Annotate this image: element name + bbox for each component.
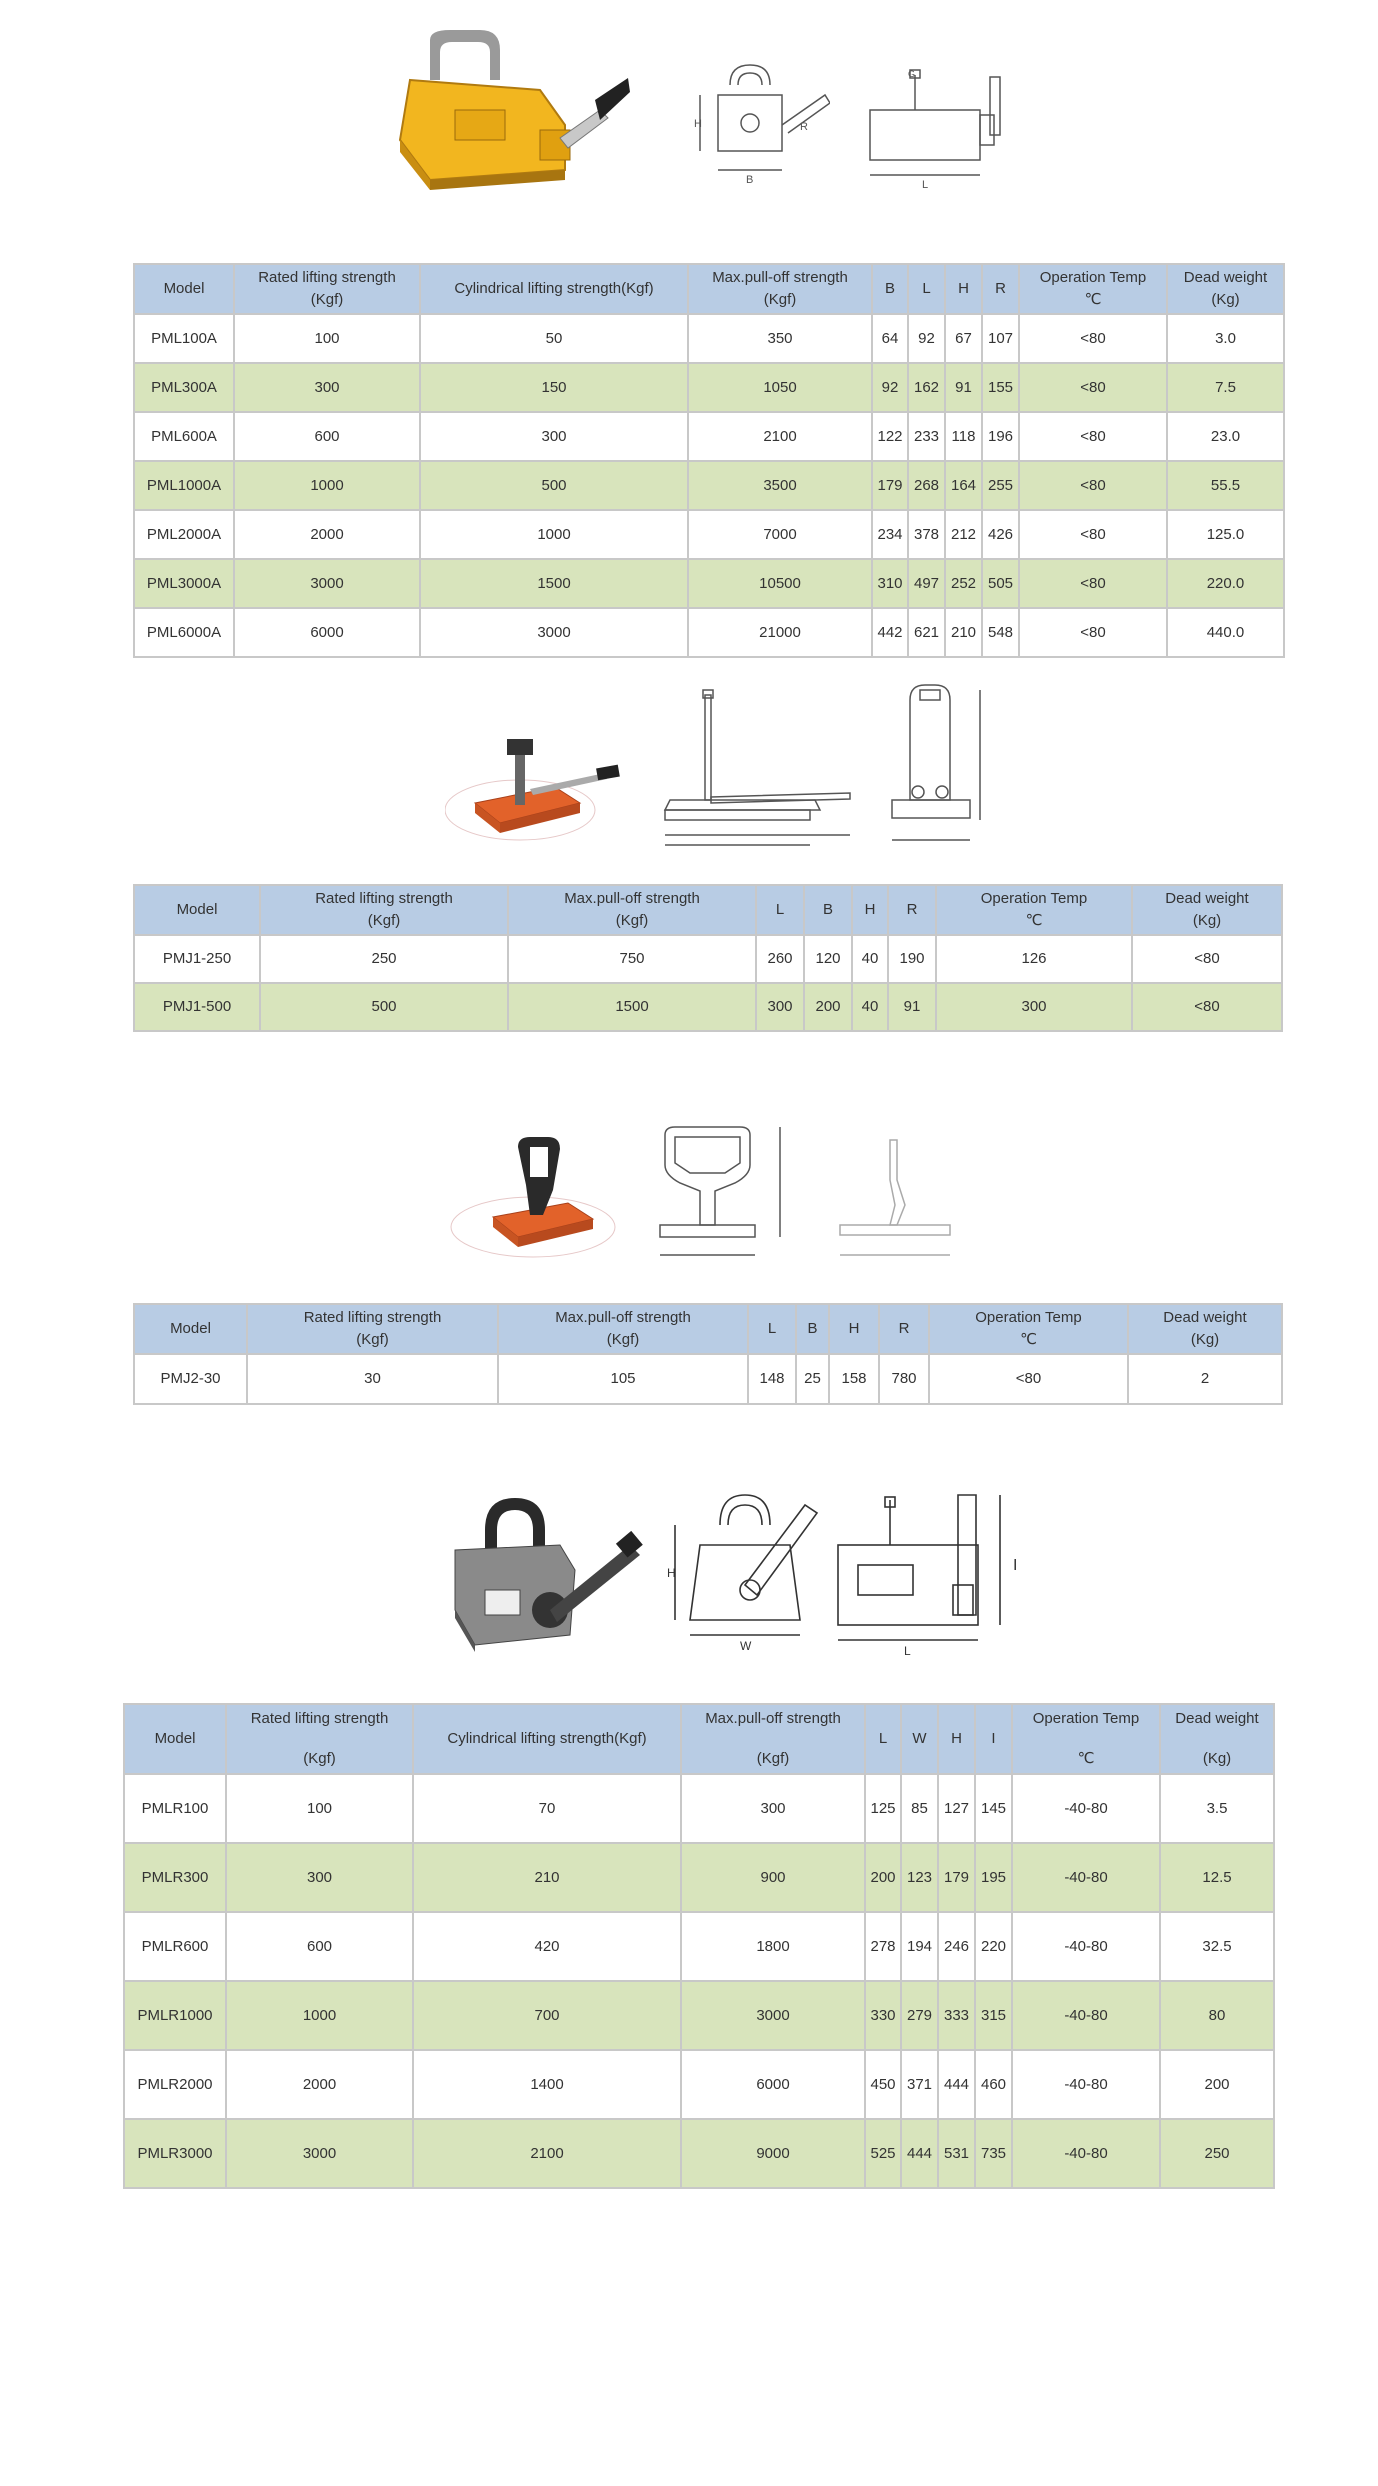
table-cell: 195 [975, 1843, 1012, 1912]
header-label: H [848, 1320, 860, 1337]
header-l [756, 885, 804, 935]
header-label: Max.pull-off strength [705, 1710, 841, 1727]
table-cell: 2000 [234, 510, 420, 559]
header-model [134, 885, 260, 935]
table-cell: 200 [1160, 2050, 1274, 2119]
table-cell: 750 [508, 935, 756, 983]
header-label: B [884, 280, 895, 297]
table-header-row [124, 1704, 1274, 1774]
table-cell: 3500 [688, 461, 872, 510]
header-label: Cylindrical lifting strength(Kgf) [447, 1730, 647, 1747]
header-label: Model [170, 1320, 211, 1337]
table-cell: 210 [413, 1843, 681, 1912]
header-r [982, 264, 1019, 314]
table-header-row [134, 1304, 1282, 1354]
header-b [872, 264, 908, 314]
pmj2-front-drawing [655, 1125, 795, 1275]
table-cell: 2100 [413, 2119, 681, 2188]
header-label: Model [154, 1730, 196, 1747]
table-cell: 127 [938, 1774, 975, 1843]
dim-label-h: H [667, 1566, 676, 1580]
pmlr-lifter-photo [445, 1490, 645, 1655]
table-cell: <80 [1019, 559, 1167, 608]
header-optemp [929, 1304, 1128, 1354]
table-cell: 6000 [681, 2050, 865, 2119]
table-cell: 350 [688, 314, 872, 363]
table-cell: 3.0 [1167, 314, 1284, 363]
pmj1-front-drawing [880, 680, 1000, 860]
pmlr-front-drawing [665, 1485, 835, 1660]
dim-label-h: H [694, 118, 702, 130]
table-row [134, 608, 1284, 657]
header-maxpull [508, 885, 756, 935]
pmj1-side-drawing [655, 685, 855, 855]
header-label: (Kgf) [615, 912, 649, 929]
table-cell: 233 [908, 412, 945, 461]
table-row [134, 1354, 1282, 1404]
header-b [796, 1304, 829, 1354]
table-cell: 300 [681, 1774, 865, 1843]
table-cell: 252 [945, 559, 982, 608]
table-cell: 200 [804, 983, 852, 1031]
table-cell: 64 [872, 314, 908, 363]
header-label: (Kg) [1192, 912, 1222, 929]
header-maxpull [688, 264, 872, 314]
header-label: Operation Temp [980, 890, 1088, 907]
header-label: (Kg) [1202, 1750, 1232, 1767]
table-cell: -40-80 [1012, 2119, 1160, 2188]
table-cell: 548 [982, 608, 1019, 657]
header-deadweight [1128, 1304, 1282, 1354]
header-label: I [991, 1730, 996, 1747]
header-rated [247, 1304, 498, 1354]
pml-spec-table [133, 263, 1285, 658]
header-label: L [775, 901, 785, 918]
table-cell: 444 [938, 2050, 975, 2119]
table-cell: PMJ1-250 [134, 935, 260, 983]
table-cell: -40-80 [1012, 1981, 1160, 2050]
table-cell: 105 [498, 1354, 748, 1404]
header-label: Operation Temp [975, 1309, 1082, 1326]
table-cell: 120 [804, 935, 852, 983]
table-cell: 80 [1160, 1981, 1274, 2050]
table-cell: 234 [872, 510, 908, 559]
table-cell: <80 [1019, 314, 1167, 363]
table-cell: -40-80 [1012, 1843, 1160, 1912]
header-l [748, 1304, 796, 1354]
table-cell: 150 [420, 363, 688, 412]
table-cell: 158 [829, 1354, 879, 1404]
table-cell: 194 [901, 1912, 938, 1981]
dim-label-l: L [904, 1644, 911, 1658]
table-cell: 250 [260, 935, 508, 983]
pmj2-lifter-photo [448, 1135, 618, 1260]
table-cell: 118 [945, 412, 982, 461]
header-label: L [767, 1320, 777, 1337]
table-cell: 200 [865, 1843, 901, 1912]
table-cell: <80 [1019, 608, 1167, 657]
table-cell: 460 [975, 2050, 1012, 2119]
table-cell: 1050 [688, 363, 872, 412]
header-deadweight [1160, 1704, 1274, 1774]
header-label: (Kgf) [763, 291, 797, 308]
table-cell: 7.5 [1167, 363, 1284, 412]
pmj2-side-drawing [835, 1130, 965, 1270]
table-cell: 30 [247, 1354, 498, 1404]
header-label: (Kgf) [606, 1331, 640, 1348]
table-cell: PMLR3000 [124, 2119, 226, 2188]
table-cell: 333 [938, 1981, 975, 2050]
table-cell: 279 [901, 1981, 938, 2050]
table-cell: 3000 [226, 2119, 413, 2188]
table-cell: 621 [908, 608, 945, 657]
table-cell: 220.0 [1167, 559, 1284, 608]
table-cell: 1800 [681, 1912, 865, 1981]
table-cell: 371 [901, 2050, 938, 2119]
header-rated [260, 885, 508, 935]
header-deadweight [1167, 264, 1284, 314]
header-label: ℃ [1084, 291, 1102, 308]
table-cell: 85 [901, 1774, 938, 1843]
table-cell: 250 [1160, 2119, 1274, 2188]
table-cell: 220 [975, 1912, 1012, 1981]
table-row [124, 1981, 1274, 2050]
table-cell: 700 [413, 1981, 681, 2050]
table-cell: 300 [420, 412, 688, 461]
table-cell: 300 [756, 983, 804, 1031]
header-label: Dead weight [1163, 1309, 1247, 1326]
header-label: Dead weight [1183, 269, 1268, 286]
table-cell: <80 [929, 1354, 1128, 1404]
table-cell: 123 [901, 1843, 938, 1912]
table-cell: 6000 [234, 608, 420, 657]
header-h [829, 1304, 879, 1354]
header-label: (Kgf) [356, 1331, 389, 1348]
table-cell: PMLR100 [124, 1774, 226, 1843]
header-label: B [807, 1320, 818, 1337]
header-r [888, 885, 936, 935]
table-cell: PML6000A [134, 608, 234, 657]
header-label: (Kgf) [756, 1750, 790, 1767]
table-header-row [134, 885, 1282, 935]
table-cell: 210 [945, 608, 982, 657]
table-cell: <80 [1019, 363, 1167, 412]
table-cell: 3000 [234, 559, 420, 608]
header-label: Operation Temp [1032, 1710, 1140, 1727]
table-cell: 500 [420, 461, 688, 510]
header-label: Rated lifting strength [303, 1309, 442, 1326]
table-cell: 600 [234, 412, 420, 461]
table-cell: <80 [1019, 510, 1167, 559]
table-cell: 55.5 [1167, 461, 1284, 510]
table-cell: 505 [982, 559, 1019, 608]
table-cell: <80 [1019, 412, 1167, 461]
table-cell: 450 [865, 2050, 901, 2119]
table-cell: 100 [226, 1774, 413, 1843]
table-row [134, 363, 1284, 412]
table-cell: 1000 [420, 510, 688, 559]
dim-label-r: R [800, 121, 808, 133]
table-cell: 2100 [688, 412, 872, 461]
table-cell: PML2000A [134, 510, 234, 559]
table-row [124, 1843, 1274, 1912]
table-cell: 196 [982, 412, 1019, 461]
header-label: B [822, 901, 833, 918]
table-cell: 91 [945, 363, 982, 412]
header-w [901, 1704, 938, 1774]
table-row [134, 935, 1282, 983]
pmj1-lifter-photo [445, 725, 620, 845]
table-cell: 444 [901, 2119, 938, 2188]
header-label: ℃ [1025, 912, 1043, 929]
table-cell: 1000 [234, 461, 420, 510]
table-cell: 23.0 [1167, 412, 1284, 461]
table-row [124, 2050, 1274, 2119]
table-cell: 2000 [226, 2050, 413, 2119]
table-cell: 900 [681, 1843, 865, 1912]
table-cell: PML1000A [134, 461, 234, 510]
table-cell: 500 [260, 983, 508, 1031]
dim-label-g: G [908, 69, 916, 79]
table-cell: -40-80 [1012, 2050, 1160, 2119]
table-cell: 7000 [688, 510, 872, 559]
table-cell: 148 [748, 1354, 796, 1404]
header-label: R [995, 280, 1006, 297]
pmlr-spec-table [123, 1703, 1275, 2189]
header-label: Model [176, 901, 218, 918]
table-cell: 212 [945, 510, 982, 559]
table-row [134, 412, 1284, 461]
header-h [945, 264, 982, 314]
dim-label-b: B [746, 174, 754, 186]
header-label: (Kg) [1211, 291, 1240, 308]
header-i [975, 1704, 1012, 1774]
table-cell: 780 [879, 1354, 929, 1404]
table-cell: PML100A [134, 314, 234, 363]
table-cell: 330 [865, 1981, 901, 2050]
dim-label-w: W [740, 1639, 752, 1653]
table-row [134, 314, 1284, 363]
table-cell: 3000 [420, 608, 688, 657]
table-cell: -40-80 [1012, 1774, 1160, 1843]
table-cell: PMJ2-30 [134, 1354, 247, 1404]
table-cell: 426 [982, 510, 1019, 559]
table-cell: 21000 [688, 608, 872, 657]
header-l [865, 1704, 901, 1774]
header-label: R [898, 1320, 910, 1337]
table-cell: 162 [908, 363, 945, 412]
header-h [852, 885, 888, 935]
table-cell: 91 [888, 983, 936, 1031]
table-cell: 525 [865, 2119, 901, 2188]
table-cell: PML300A [134, 363, 234, 412]
header-r [879, 1304, 929, 1354]
table-cell: 278 [865, 1912, 901, 1981]
table-cell: -40-80 [1012, 1912, 1160, 1981]
pmlr-side-drawing [828, 1485, 1028, 1660]
table-cell: PMJ1-500 [134, 983, 260, 1031]
header-model [124, 1704, 226, 1774]
header-optemp [936, 885, 1132, 935]
table-cell: PMLR1000 [124, 1981, 226, 2050]
header-maxpull [498, 1304, 748, 1354]
table-cell: 1000 [226, 1981, 413, 2050]
table-cell: <80 [1132, 983, 1282, 1031]
table-cell: 255 [982, 461, 1019, 510]
header-label: L [922, 280, 931, 297]
table-row [124, 1774, 1274, 1843]
table-cell: 260 [756, 935, 804, 983]
header-label: (Kg) [1190, 1331, 1220, 1348]
table-cell: 125.0 [1167, 510, 1284, 559]
table-cell: 32.5 [1160, 1912, 1274, 1981]
table-cell: 420 [413, 1912, 681, 1981]
table-header-row [134, 264, 1284, 314]
dim-label-i: I [1013, 1557, 1018, 1574]
table-cell: 67 [945, 314, 982, 363]
header-cylindrical [413, 1704, 681, 1774]
table-row [124, 2119, 1274, 2188]
table-cell: 179 [872, 461, 908, 510]
header-label: (Kgf) [367, 912, 401, 929]
header-maxpull [681, 1704, 865, 1774]
table-cell: 164 [945, 461, 982, 510]
header-label: W [912, 1730, 927, 1747]
header-rated [226, 1704, 413, 1774]
header-cylindrical [420, 264, 688, 314]
table-cell: PMLR2000 [124, 2050, 226, 2119]
header-label: H [958, 280, 969, 297]
pmj2-spec-table [133, 1303, 1283, 1405]
table-cell: 155 [982, 363, 1019, 412]
table-cell: 300 [226, 1843, 413, 1912]
pml-lifter-photo [390, 30, 630, 200]
table-cell: 735 [975, 2119, 1012, 2188]
header-label: Max.pull-off strength [712, 269, 848, 286]
table-cell: 246 [938, 1912, 975, 1981]
table-cell: 315 [975, 1981, 1012, 2050]
table-row [124, 1912, 1274, 1981]
table-cell: 9000 [681, 2119, 865, 2188]
table-cell: 2 [1128, 1354, 1282, 1404]
header-label: R [906, 901, 918, 918]
table-cell: <80 [1132, 935, 1282, 983]
table-cell: 145 [975, 1774, 1012, 1843]
table-cell: 300 [234, 363, 420, 412]
header-label: Operation Temp [1039, 269, 1147, 286]
table-cell: 300 [936, 983, 1132, 1031]
table-cell: 378 [908, 510, 945, 559]
table-cell: <80 [1019, 461, 1167, 510]
header-model [134, 1304, 247, 1354]
table-cell: 3000 [681, 1981, 865, 2050]
header-label: H [951, 1730, 962, 1747]
dim-label-l: L [922, 179, 929, 190]
table-cell: 268 [908, 461, 945, 510]
table-cell: 190 [888, 935, 936, 983]
table-cell: 40 [852, 983, 888, 1031]
table-cell: 122 [872, 412, 908, 461]
header-label: Rated lifting strength [250, 1710, 389, 1727]
table-row [134, 559, 1284, 608]
header-label: Cylindrical lifting strength(Kgf) [454, 280, 654, 297]
header-model [134, 264, 234, 314]
table-cell: 50 [420, 314, 688, 363]
header-h [938, 1704, 975, 1774]
header-label: Model [163, 280, 205, 297]
pml-front-drawing [690, 55, 830, 190]
table-cell: 497 [908, 559, 945, 608]
header-label: (Kgf) [303, 1750, 336, 1767]
table-cell: 70 [413, 1774, 681, 1843]
table-cell: 92 [908, 314, 945, 363]
header-label: Dead weight [1175, 1710, 1259, 1727]
table-row [134, 461, 1284, 510]
header-label: Max.pull-off strength [564, 890, 700, 907]
header-optemp [1019, 264, 1167, 314]
table-cell: 600 [226, 1912, 413, 1981]
table-cell: 12.5 [1160, 1843, 1274, 1912]
pmj1-spec-table [133, 884, 1283, 1032]
table-cell: 310 [872, 559, 908, 608]
table-cell: 440.0 [1167, 608, 1284, 657]
table-cell: PMLR300 [124, 1843, 226, 1912]
header-label: H [864, 901, 876, 918]
header-rated [234, 264, 420, 314]
table-cell: 40 [852, 935, 888, 983]
header-label: ℃ [1020, 1331, 1037, 1348]
table-cell: 179 [938, 1843, 975, 1912]
table-row [134, 983, 1282, 1031]
header-l [908, 264, 945, 314]
header-label: L [878, 1730, 888, 1747]
table-cell: PML3000A [134, 559, 234, 608]
table-cell: 10500 [688, 559, 872, 608]
header-label: (Kgf) [310, 291, 344, 308]
header-label: Rated lifting strength [258, 269, 396, 286]
table-cell: 92 [872, 363, 908, 412]
table-cell: 1500 [420, 559, 688, 608]
header-label: ℃ [1077, 1750, 1095, 1767]
table-cell: PMLR600 [124, 1912, 226, 1981]
table-cell: 107 [982, 314, 1019, 363]
table-cell: 3.5 [1160, 1774, 1274, 1843]
header-deadweight [1132, 885, 1282, 935]
table-cell: 25 [796, 1354, 829, 1404]
table-cell: 100 [234, 314, 420, 363]
table-row [134, 510, 1284, 559]
table-cell: 442 [872, 608, 908, 657]
header-optemp [1012, 1704, 1160, 1774]
table-cell: 125 [865, 1774, 901, 1843]
pml-side-drawing [860, 65, 1020, 190]
header-label: Max.pull-off strength [555, 1309, 691, 1326]
table-cell: 531 [938, 2119, 975, 2188]
header-label: Dead weight [1165, 890, 1249, 907]
header-b [804, 885, 852, 935]
table-cell: 1500 [508, 983, 756, 1031]
table-cell: PML600A [134, 412, 234, 461]
header-label: Rated lifting strength [315, 890, 453, 907]
table-cell: 126 [936, 935, 1132, 983]
table-cell: 1400 [413, 2050, 681, 2119]
